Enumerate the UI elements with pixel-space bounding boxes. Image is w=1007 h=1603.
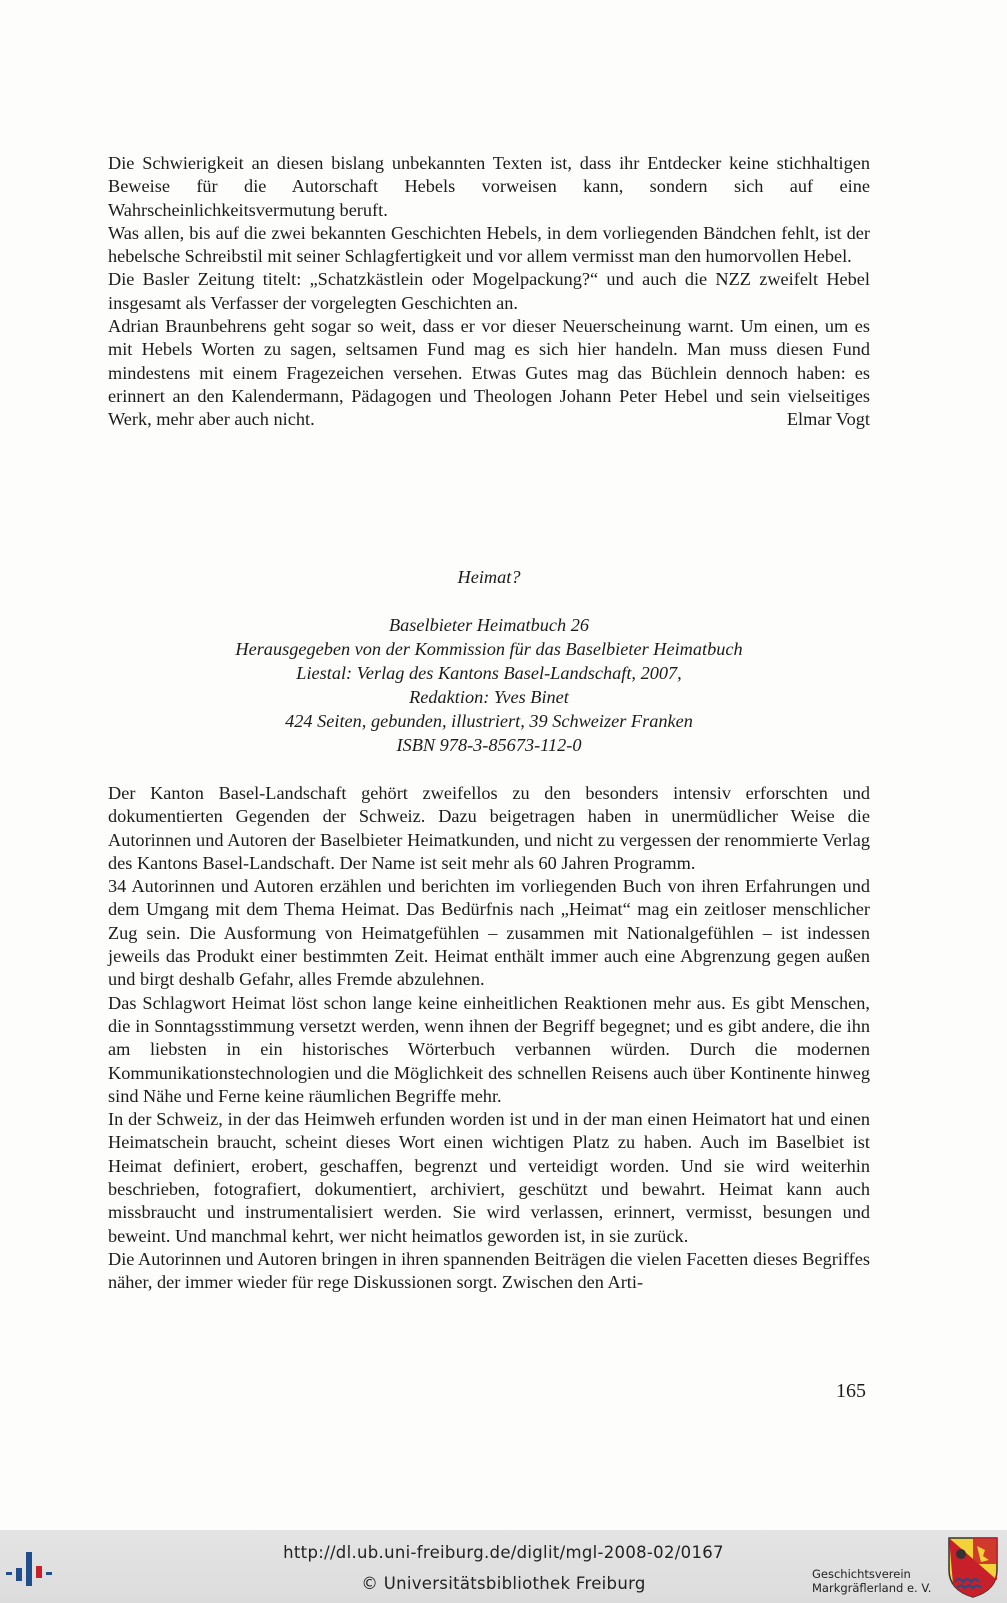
- paragraph: In der Schweiz, in der das Heimweh erfunden worden ist und in der man einen Heimatort hat und einen Heimatschein braucht, scheint dieses Wort einen wichtigen Platz zu haben. Auch im Baselbiet ist Heimat definiert, erobert, geschaffen, begrenzt und verteidigt worden. Und sie wird weiterhin beschrieben, fotografiert, dokumentiert, archiviert, geschützt und bewahrt. Heimat kann auch missbraucht und instrumentalisiert werden. Sie wird verlassen, erinnert, vermisst, besungen und beweint. Und manchmal kehrt, wer nicht heimatlos geworden ist, in sie zurück.: [108, 1109, 870, 1246]
- paragraph: 34 Autorinnen und Autoren erzählen und berichten im vorliegenden Buch von ihren Erfahrungen und dem Umgang mit dem Thema Heimat. Das Bedürfnis nach „Heimat“ mag ein zeitloser menschlicher Zug sein. Die Ausformung von Heimatgefühlen – zusammen mit Nationalgefühlen – ist indessen jeweils das Produkt einer bestimmten Zeit. Heimat enthält immer auch eine Abgrenzung gegen außen und birgt deshalb Gefahr, alles Fremde abzulehnen.: [108, 876, 870, 990]
- author-signature: Elmar Vogt: [786, 409, 870, 430]
- book-details: 424 Seiten, gebunden, illustriert, 39 Schweizer Franken: [285, 711, 693, 731]
- review-heimat: [108, 782, 870, 1295]
- book-heading: [108, 565, 870, 757]
- review-elmar-vogt: [108, 152, 870, 432]
- book-editor: Herausgegeben von der Kommission für das Baselbieter Heimatbuch: [235, 639, 743, 659]
- copyright-text: © Universitätsbibliothek Freiburg: [361, 1574, 646, 1593]
- coat-of-arms-icon: [945, 1534, 1001, 1600]
- society-name: [812, 1567, 931, 1595]
- book-series: Baselbieter Heimatbuch 26: [388, 615, 590, 635]
- source-link[interactable]: http://dl.ub.uni-freiburg.de/diglit/mgl-2008-02/0167: [283, 1543, 724, 1562]
- paragraph: Das Schlagwort Heimat löst schon lange keine einheitlichen Reaktionen mehr aus. Es gibt Menschen, die in Sonntagsstimmung versetzt werden, wenn ihnen der Begriff begegnet; und es gibt andere, die ihn am liebsten in ein historisches Wörterbuch verbannen würden. Durch die modernen Kommunikationstechnologien und die Möglichkeit des schnellen Reisens auch über Kontinente hinweg sind Nähe und Ferne keine räumlichen Begriffe mehr.: [108, 992, 870, 1106]
- page-number: 165: [836, 1380, 866, 1402]
- book-title: Heimat?: [457, 567, 521, 587]
- society-line-2: Markgräflerland e. V.: [812, 1581, 932, 1595]
- book-isbn: ISBN 978-3-85673-112-0: [396, 735, 582, 755]
- paragraph: Die Autorinnen und Autoren bringen in ihren spannenden Beiträgen die vielen Facetten dieses Begriffes näher, der immer wieder für rege Diskussionen sorgt. Zwischen den Arti-: [108, 1248, 870, 1293]
- book-publisher: Liestal: Verlag des Kantons Basel-Landschaft, 2007,: [296, 663, 682, 683]
- book-redaktion: Redaktion: Yves Binet: [409, 687, 569, 707]
- paragraph: Der Kanton Basel-Landschaft gehört zweifellos zu den besonders intensiv erforschten und dokumentierten Gegenden der Schweiz. Dazu beigetragen haben in unermüdlicher Weise die Autorinnen und Autoren der Baselbieter Heimatkunden, und nicht zu vergessen der renommierte Verlag des Kantons Basel-Landschaft. Der Name ist seit mehr als 60 Jahren Programm.: [108, 783, 870, 873]
- footer-bar: [0, 1530, 1007, 1603]
- paragraph-text: Adrian Braunbehrens geht sogar so weit, dass er vor dieser Neuerscheinung warnt. Um einen, um es mit Hebels Worten zu sagen, seltsamen Fund mag es sich hier handeln. Man muss diesen Fund mindestens mit einem Fragezeichen versehen. Etwas Gutes mag das Büchlein dennoch haben: es erinnert an den Kalendermann, Pädagogen und Theologen Johann Peter Hebel und sein vielseitiges Werk, mehr aber auch nicht.: [108, 316, 870, 430]
- paragraph: Die Basler Zeitung titelt: „Schatzkästlein oder Mogelpackung?“ und auch die NZZ zweifelt Hebel insgesamt als Verfasser der vorgelegten Geschichten an.: [108, 269, 870, 313]
- paragraph-with-signature: [108, 315, 870, 431]
- society-line-1: Geschichtsverein: [812, 1567, 911, 1581]
- paragraph: Die Schwierigkeit an diesen bislang unbekannten Texten ist, dass ihr Entdecker keine stichhaltigen Beweise für die Autorschaft Hebels vorweisen kann, sondern sich auf eine Wahrscheinlichkeitsvermutung beruft.: [108, 153, 870, 220]
- paragraph: Was allen, bis auf die zwei bekannten Geschichten Hebels, in dem vorliegenden Bändchen fehlt, ist der hebelsche Schreibstil mit seiner Schlagfertigkeit und vor allem vermisst man den humorvollen Hebel.: [108, 222, 870, 267]
